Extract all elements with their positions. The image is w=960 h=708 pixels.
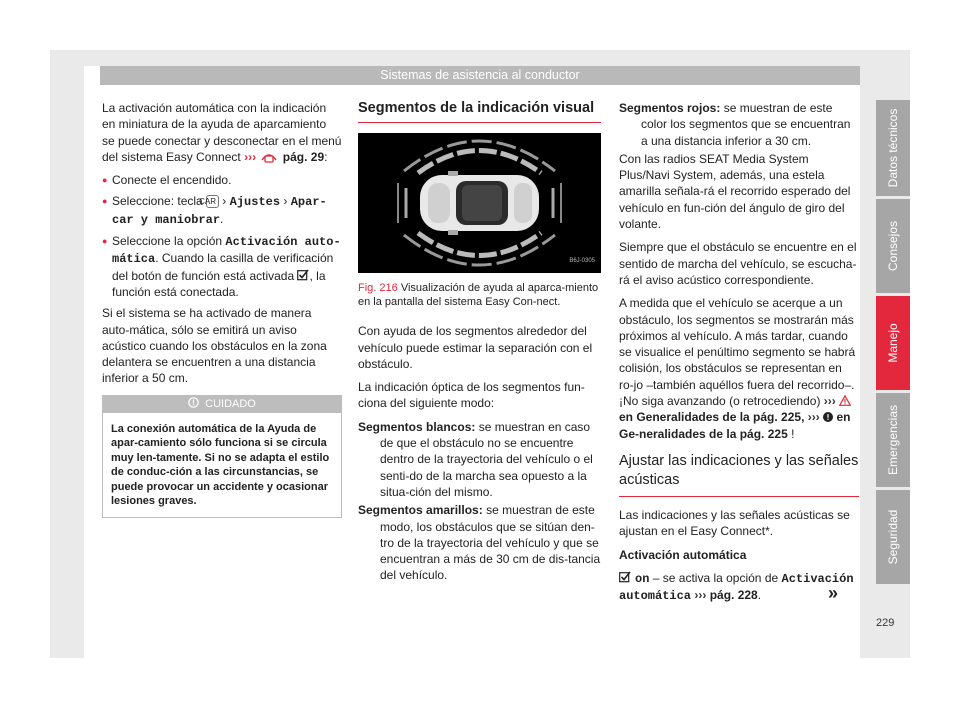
caution-box <box>102 395 342 518</box>
segments-paragraph-2: La indicación óptica de los segmentos fun-ciona del siguiente modo: <box>358 380 585 411</box>
warning-circle-icon <box>188 397 199 408</box>
segments-paragraph-1: Con ayuda de los segmentos alrededor del vehículo puede estimar la separación con el obstáculo. <box>358 324 593 371</box>
approach-paragraph: A medida que el vehículo se acerque a un obstáculo, los segmentos se mostrarán más próximos al vehículo. A más tardar, cuando se visualice el penúltimo segmento se habrá colisión, los obstáculos se representan en ro-jo –también aquéllos fuera del recorrido–. ¡No siga avanzando (o retrocediendo) ››› en Generalidades de la pág. 225, ››› en Ge-neralidades de la pág. 225 ! <box>619 296 856 441</box>
bullet-2: ● Seleccione: tecla CAR › Ajustes › Apar-car y maniobrar. <box>102 193 342 228</box>
column-3 <box>619 100 859 611</box>
car-top-view-illustration <box>358 133 601 273</box>
definition-yellow-segments: Segmentos amarillos: se muestran de este modo, los obstáculos que se sitúan den-tro de la trayectoria del vehículo y que se encuentran a más de 30 cm de dis-tancia del vehículo. <box>358 503 601 583</box>
info-circle-icon <box>823 412 833 422</box>
column-2 <box>358 100 601 586</box>
intro-paragraph: La activación automática con la indicación en miniatura de la ayuda de aparcamiento se puede conectar y desconectar en el menú del sistema Easy Connect ››› pág. 29: <box>102 101 342 164</box>
intro-ref[interactable]: pág. 29 <box>282 149 325 164</box>
checkbox-checked-icon <box>619 571 631 583</box>
bullet-3: ● Seleccione la opción Activación auto-mática. Cuando la casilla de verificación del botón de función está activada , la función está conectada. <box>102 233 342 300</box>
auto-activation-ref[interactable]: pág. 228 <box>709 588 758 603</box>
ref-generalities-2[interactable]: en Ge-neralidades de la pág. 225 <box>619 410 851 441</box>
radio-paragraph: Con las radios SEAT Media System Plus/Navi System, además, una estela amarilla señala-rá el recorrido esperado del vehículo en fun-ción del ángulo de giro del volante. <box>619 151 851 232</box>
auto-activation-subhead: Activación automática <box>619 547 747 562</box>
figure-caption: Fig. 216 Visualización de ayuda al aparca-miento en la pantalla del sistema Easy Con-nect. <box>358 282 599 309</box>
checkbox-checked-icon <box>297 269 309 281</box>
ref-arrows: ››› <box>244 149 257 164</box>
caution-header: CUIDADO <box>103 396 341 413</box>
parking-sensor-icon <box>259 150 279 163</box>
bullet-1: ● Conecte el encendido. <box>102 172 342 188</box>
definition-white-segments: Segmentos blancos: se muestran en caso de que el obstáculo no se encuentre dentro de la trayectoria del vehículo o el senti-do de la marcha sea opuesto a la situa-ción del mismo. <box>358 419 593 499</box>
ref-arrows: ››› <box>694 588 707 603</box>
ref-generalities-1[interactable]: en Generalidades de la pág. 225, <box>619 410 805 425</box>
tab-emergencias[interactable]: Emergencias <box>876 393 910 487</box>
section-title-segments: Segmentos de la indicación visual <box>358 100 601 123</box>
adjust-paragraph: Las indicaciones y las señales acústicas se ajustan en el Easy Connect*. <box>619 507 850 539</box>
continue-mark: » <box>828 583 839 603</box>
warning-triangle-icon <box>839 395 851 406</box>
ref-arrows: ››› <box>823 394 836 409</box>
parking-display-figure <box>358 133 601 273</box>
section-title-adjust: Ajustar las indicaciones y las señales acústicas <box>619 452 859 497</box>
acoustic-paragraph: Siempre que el obstáculo se encuentre en el sentido de marcha del vehículo, se escucha-rá el aviso acústico correspondiente. <box>619 240 857 287</box>
definition-red-segments: Segmentos rojos: se muestran de este color los segmentos que se encuentran a una distancia inferior a 30 cm. <box>619 101 851 148</box>
caution-text: La conexión automática de la Ayuda de apar-camiento sólo funciona si se circula muy len-tamente. Si no se adapta el estilo de conduc-ción a las circunstancias, se puede provocar un accidente y ocasionar lesiones graves. <box>111 422 330 508</box>
page-number: 229 <box>876 617 895 629</box>
tab-seguridad[interactable]: Seguridad <box>876 490 910 584</box>
tab-manejo[interactable]: Manejo <box>876 296 910 390</box>
column-1 <box>102 100 342 518</box>
tab-datos-tecnicos[interactable]: Datos técnicos <box>876 100 910 196</box>
auto-activation-item: on – se activa la opción de Activación automática ››› pág. 228. <box>619 570 854 604</box>
activation-paragraph: Si el sistema se ha activado de manera auto-mática, sólo se emitirá un aviso acústico cuando los obstáculos en la zona delantera se encuentren a una distancia inferior a 50 cm. <box>102 306 327 386</box>
tab-consejos[interactable]: Consejos <box>876 199 910 293</box>
chapter-header: Sistemas de asistencia al conductor <box>100 66 860 85</box>
figure-code: B6J-0305 <box>569 258 595 264</box>
car-key: CAR <box>206 195 219 208</box>
ref-arrows: ››› <box>807 410 820 425</box>
